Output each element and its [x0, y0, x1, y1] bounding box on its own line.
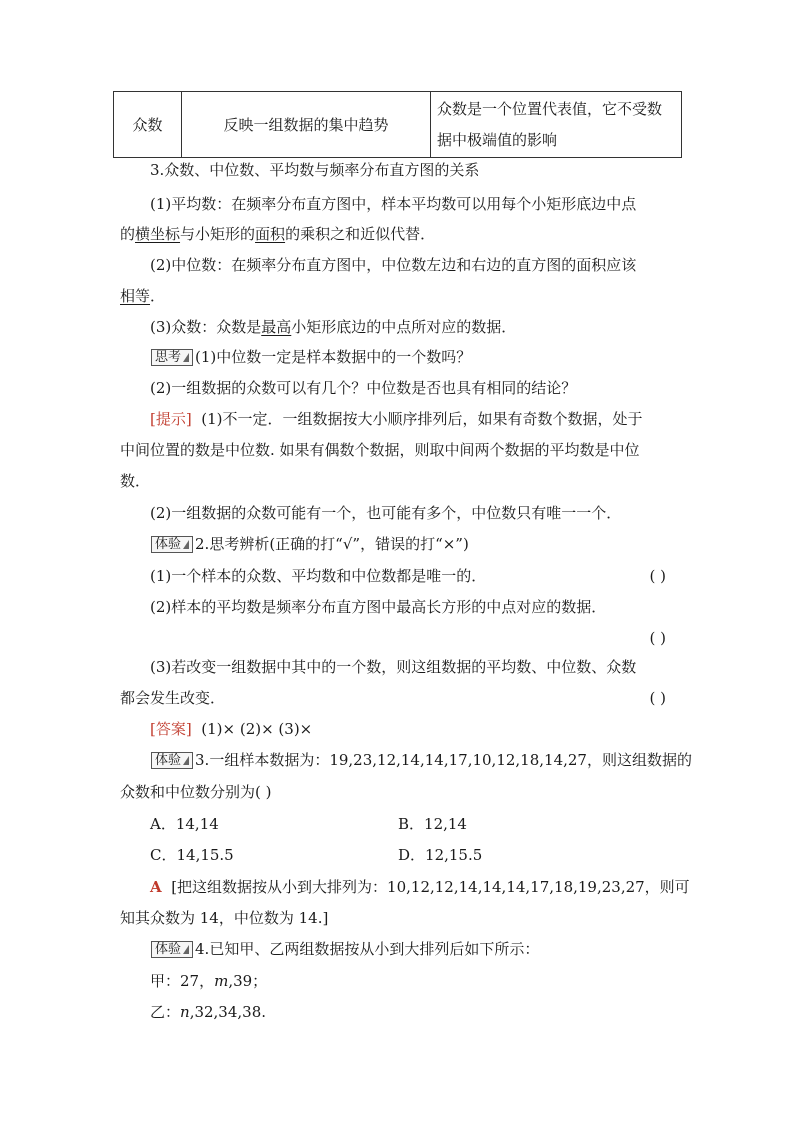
variable-n: n	[180, 1003, 190, 1021]
answer-tag: [答案]	[150, 720, 192, 738]
exercise-tag: 体验	[151, 941, 193, 958]
exercise-2-title: 体验 2.思考辨析(正确的打“√”，错误的打“×”)	[151, 534, 469, 554]
statistics-table	[113, 91, 682, 158]
underlined-term: 相等	[120, 287, 151, 305]
mode-line: (3)众数：众数是最高小矩形底边的中点所对应的数据．	[150, 318, 517, 336]
exercise-4-title: 体验 4.已知甲、乙两组数据按从小到大排列后如下所示：	[151, 939, 539, 959]
answer-letter: A	[150, 878, 162, 896]
table-cell-meaning: 反映一组数据的集中趋势	[182, 92, 431, 158]
underlined-term: 最高	[261, 318, 292, 336]
think-question-2: (2)一组数据的众数可以有几个？中位数是否也具有相同的结论？	[150, 379, 577, 397]
underlined-term: 横坐标	[135, 225, 181, 243]
exercise-tag: 体验	[151, 536, 193, 553]
hint-line-1: [提示] (1)不一定．一组数据按大小顺序排列后，如果有奇数个数据，处于	[150, 410, 643, 428]
feature-line-1: 众数是一个位置代表值，它不受数	[437, 99, 663, 118]
answer-blank: ( )	[649, 567, 666, 585]
answer-blank: ( )	[649, 689, 666, 707]
exercise-3-answer-line-1: A [把这组数据按从小到大排列为：10,12,12,14,14,14,17,18,19,23,27，则可	[150, 878, 690, 896]
statement-3-line-2: 都会发生改变．	[120, 689, 226, 707]
mean-line-2: 的横坐标与小矩形的面积的乘积之和近似代替．	[120, 225, 436, 243]
think-tag: 思考	[151, 349, 193, 366]
median-line-1: (2)中位数：在频率分布直方图中，中位数左边和右边的直方图的面积应该	[150, 256, 637, 274]
corner-triangle-icon	[183, 756, 189, 765]
statement-3-line-1: (3)若改变一组数据中其中的一个数，则这组数据的平均数、中位数、众数	[150, 658, 637, 676]
statement-1: (1)一个样本的众数、平均数和中位数都是唯一的．	[150, 567, 487, 585]
variable-m: m	[214, 972, 229, 990]
option-c: C．14,15.5	[150, 846, 234, 864]
hint-tag: [提示]	[150, 410, 192, 428]
exercise-3-line-2: 众数和中位数分别为( )	[120, 783, 272, 801]
group-jia-data: 甲：27，m,39；	[150, 972, 268, 990]
table-cell-term: 众数	[114, 92, 182, 158]
feature-line-2: 据中极端值的影响	[437, 130, 558, 149]
table-cell-feature	[431, 92, 682, 158]
mean-line-1: (1)平均数：在频率分布直方图中，样本平均数可以用每个小矩形底边中点	[150, 195, 637, 213]
exercise-2-answer: [答案] (1)× (2)× (3)×	[150, 720, 313, 738]
statement-2: (2)样本的平均数是频率分布直方图中最高长方形的中点对应的数据．	[150, 598, 607, 616]
think-question-1: 思考 (1)中位数一定是样本数据中的一个数吗？	[151, 347, 471, 367]
table-row	[114, 92, 682, 158]
hint-line-2: 中间位置的数是中位数. 如果有偶数个数据，则取中间两个数据的平均数是中位	[120, 441, 640, 459]
hint-line-3: 数．	[120, 472, 151, 490]
option-a: A．14,14	[150, 815, 219, 833]
answer-blank: ( )	[649, 629, 666, 647]
option-d: D．12,15.5	[398, 846, 483, 864]
section-3-heading: 3.众数、中位数、平均数与频率分布直方图的关系	[150, 161, 480, 179]
group-yi-data: 乙：n,32,34,38.	[150, 1003, 267, 1021]
underlined-term: 面积	[255, 225, 286, 243]
option-b: B．12,14	[398, 815, 467, 833]
hint-line-4: (2)一组数据的众数可能有一个，也可能有多个，中位数只有唯一一个．	[150, 504, 622, 522]
exercise-3-line-1: 体验 3.一组样本数据为：19,23,12,14,14,17,10,12,18,14,27，则这组数据的	[151, 750, 692, 770]
median-line-2: 相等．	[120, 287, 166, 305]
exercise-tag: 体验	[151, 752, 193, 769]
corner-triangle-icon	[183, 945, 189, 954]
exercise-3-answer-line-2: 知其众数为 14，中位数为 14.]	[120, 909, 329, 927]
corner-triangle-icon	[183, 353, 189, 362]
corner-triangle-icon	[183, 540, 189, 549]
